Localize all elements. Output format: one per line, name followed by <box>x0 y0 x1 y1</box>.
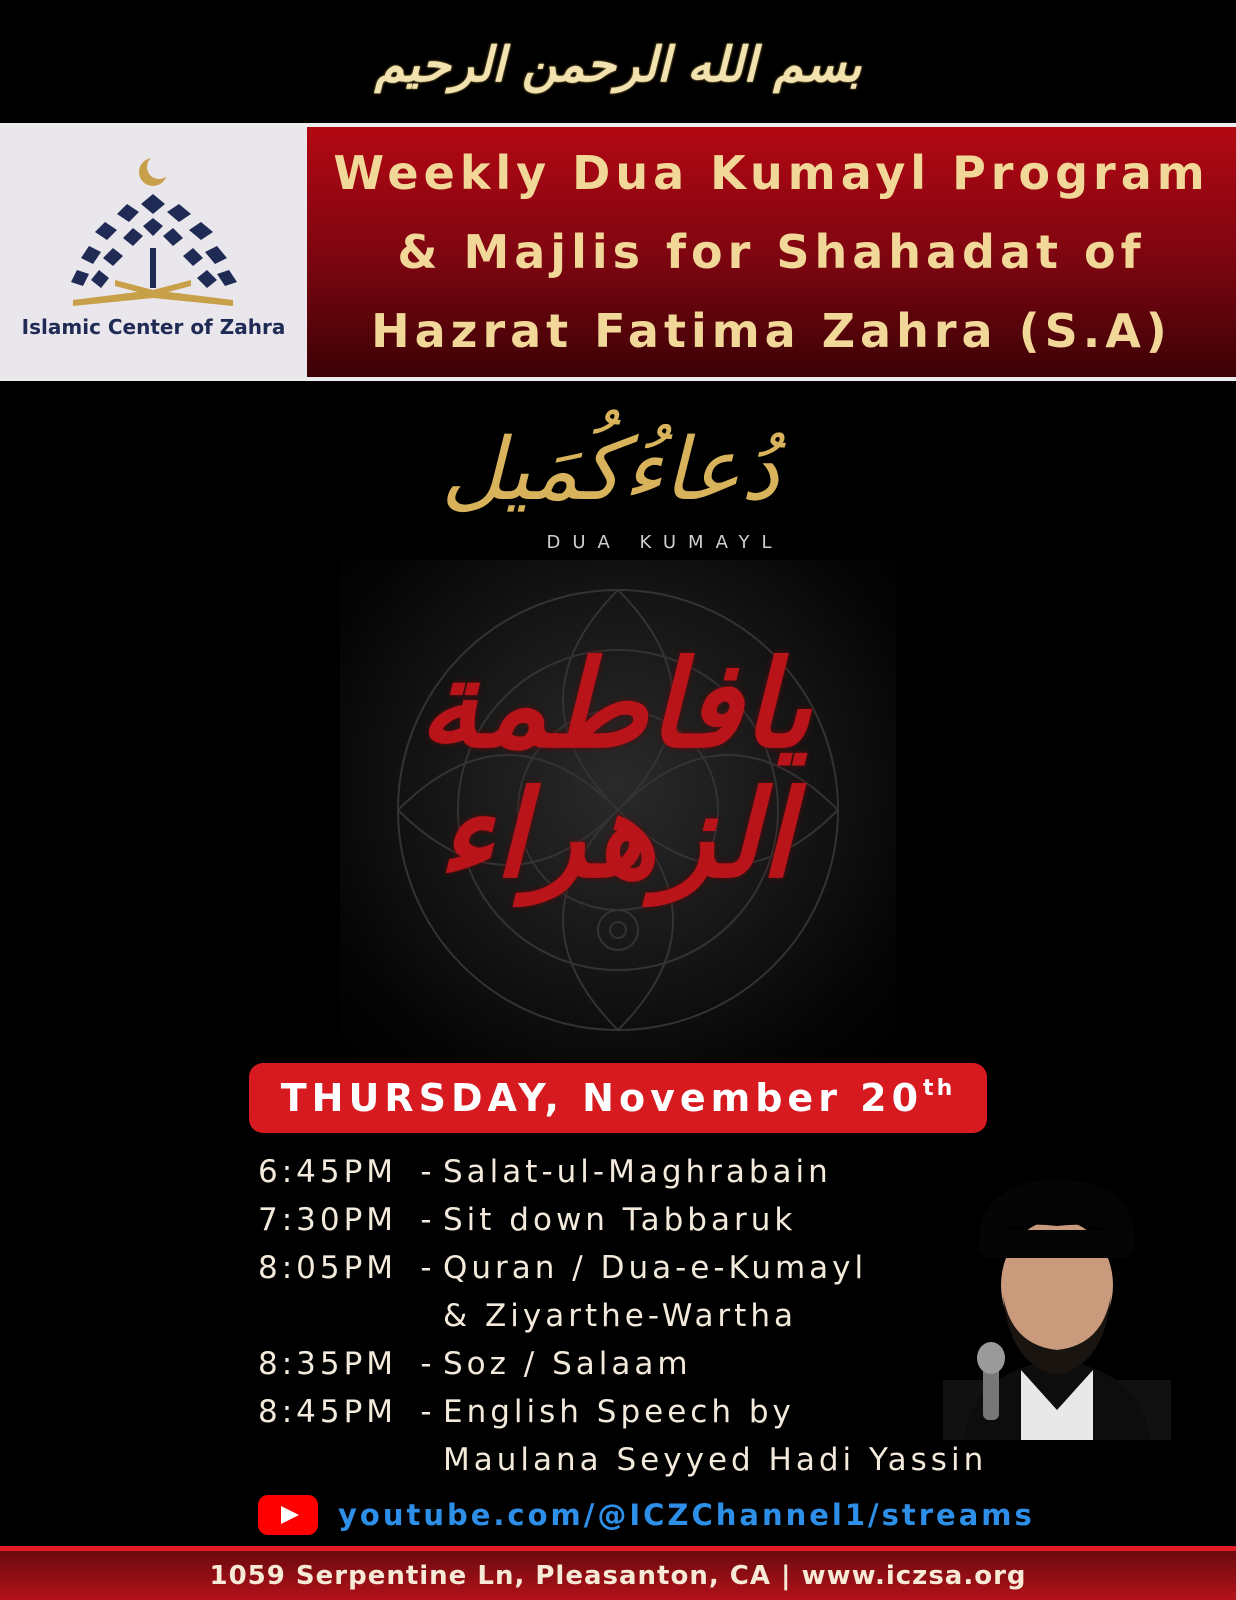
mosque-dome-logo-icon <box>55 152 252 312</box>
schedule-desc-continued: & Ziyarthe-Wartha <box>443 1298 797 1334</box>
dua-kumayl-arabic-title: دُعاءُكُمَيل <box>441 420 779 520</box>
schedule-item <box>258 1340 1018 1388</box>
address-and-website: 1059 Serpentine Ln, Pleasanton, CA | www.iczsa.org <box>209 1560 1027 1591</box>
schedule-time: 6:45PM <box>258 1154 398 1190</box>
schedule-time: 8:05PM <box>258 1250 398 1286</box>
schedule-desc-continued: Maulana Seyyed Hadi Yassin <box>443 1442 988 1478</box>
schedule-separator: - <box>420 1394 436 1430</box>
schedule-separator: - <box>420 1154 436 1190</box>
youtube-stream-link[interactable]: youtube.com/@ICZChannel1/streams <box>338 1498 1035 1532</box>
stream-link-row[interactable] <box>258 1494 1035 1536</box>
schedule-desc: Quran / Dua-e-Kumayl <box>443 1250 868 1286</box>
dua-kumayl-latin-title: DUA KUMAYL <box>546 532 784 553</box>
schedule-separator: - <box>420 1346 436 1382</box>
schedule-desc: Sit down Tabbaruk <box>443 1202 797 1238</box>
schedule-item-continued <box>258 1292 1018 1340</box>
schedule-desc: English Speech by <box>443 1394 795 1430</box>
schedule-item <box>258 1196 1018 1244</box>
event-date <box>281 1076 955 1120</box>
schedule-separator: - <box>420 1202 436 1238</box>
event-date-text: THURSDAY, November 20 <box>280 1076 924 1120</box>
event-date-suffix: th <box>923 1076 956 1101</box>
schedule-item <box>258 1388 1018 1436</box>
title-line-3: Hazrat Fatima Zahra (S.A) <box>371 303 1172 358</box>
ya-fatima-zahra-calligraphy: يافاطمة الزهراء <box>418 634 812 905</box>
schedule-desc: Soz / Salaam <box>443 1346 692 1382</box>
schedule-desc: Salat-ul-Maghrabain <box>443 1154 832 1190</box>
youtube-icon[interactable] <box>258 1495 318 1535</box>
schedule-time: 8:35PM <box>258 1346 398 1382</box>
speaker-portrait-icon <box>943 1180 1171 1440</box>
schedule-item <box>258 1148 1018 1196</box>
schedule-time: 8:45PM <box>258 1394 398 1430</box>
event-date-badge <box>249 1063 987 1133</box>
program-title-banner <box>307 127 1236 377</box>
org-logo <box>0 127 307 377</box>
org-name: Islamic Center of Zahra <box>21 315 286 339</box>
schedule-time: 7:30PM <box>258 1202 398 1238</box>
basmala-calligraphy <box>0 20 1236 110</box>
speaker-photo <box>943 1180 1171 1440</box>
schedule-item <box>258 1244 1018 1292</box>
title-line-1: Weekly Dua Kumayl Program <box>333 145 1210 200</box>
footer-bar <box>0 1551 1236 1600</box>
program-schedule <box>258 1148 1018 1484</box>
schedule-item-continued <box>258 1436 1018 1484</box>
title-line-2: & Majlis for Shahadat of <box>397 224 1146 279</box>
schedule-separator: - <box>420 1250 436 1286</box>
basmala-text: بسم الله الرحمن الرحيم <box>374 37 862 93</box>
